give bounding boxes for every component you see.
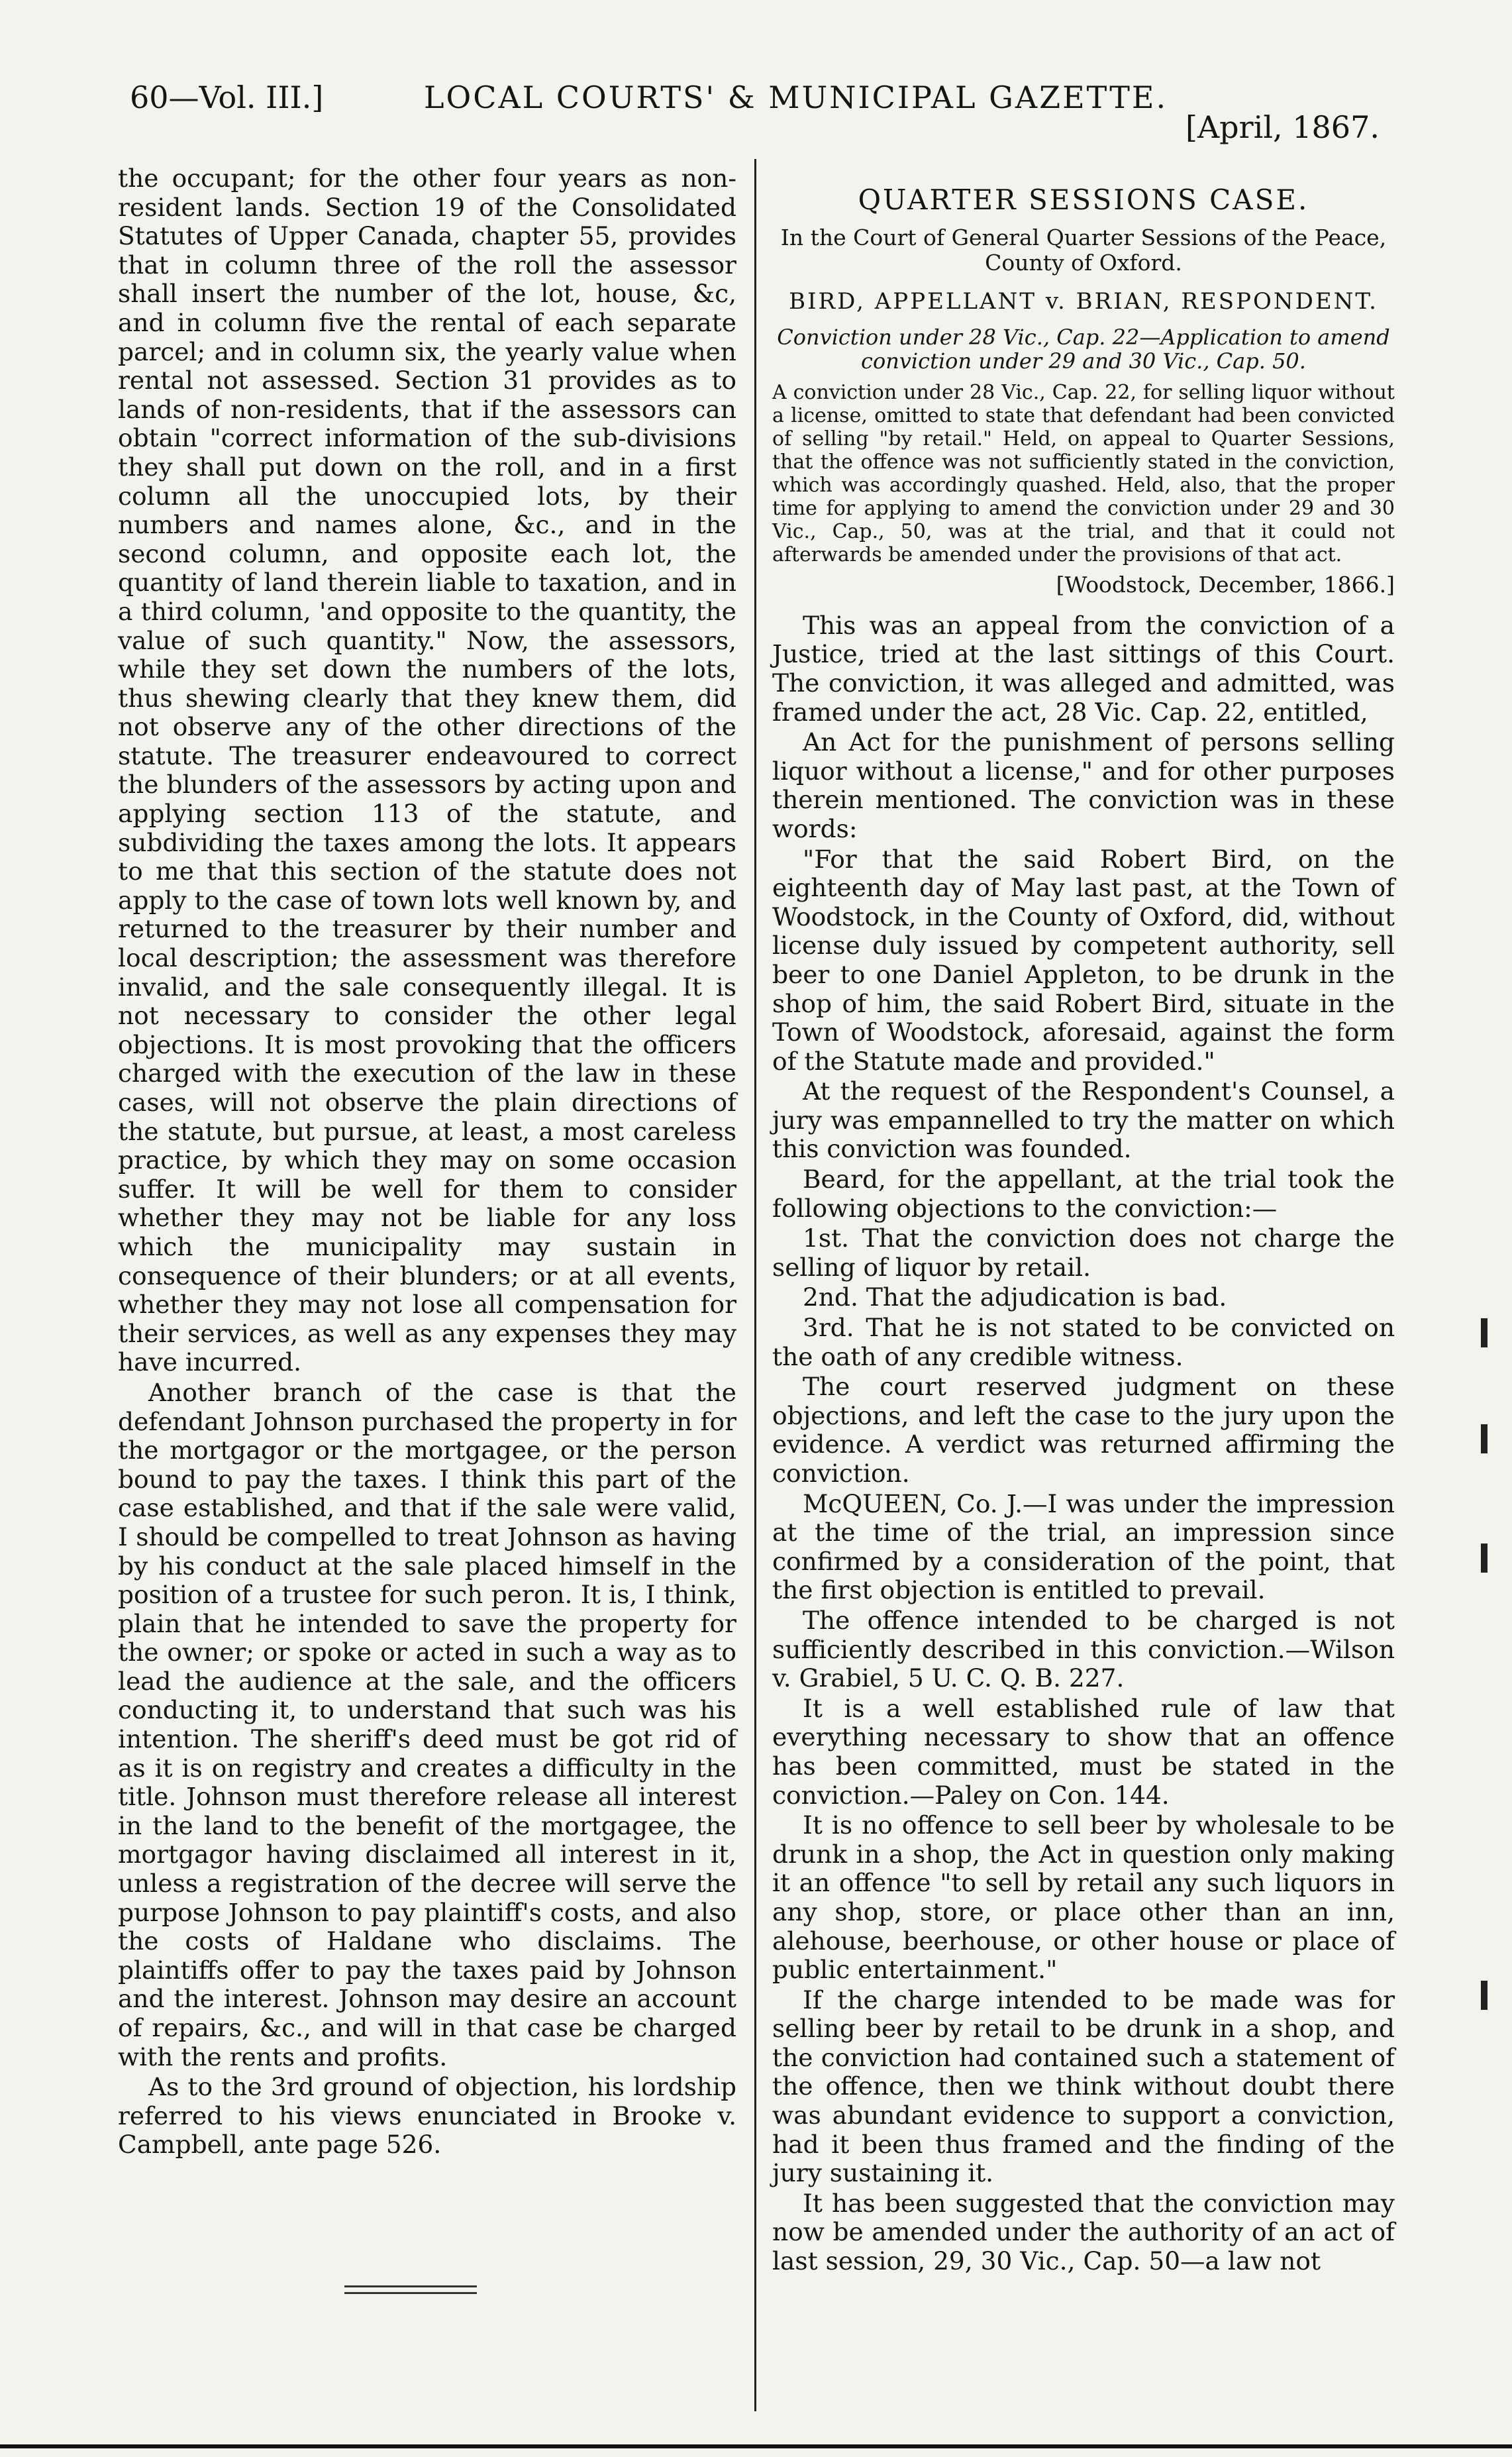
right-paragraph-1: This was an appeal from the conviction of a Justice, tried at the last sittings of this Court. The conviction, it was alleged and admitted, was framed under the act, 28 Vic. Cap. 22, entitled,	[772, 610, 1395, 727]
right-paragraph-4: At the request of the Respondent's Counsel, a jury was empannelled to try the matter on which this conviction was founded.	[772, 1076, 1395, 1164]
left-paragraph-1: the occupant; for the other four years as non-resident lands. Section 19 of the Consolidated Statutes of Upper Canada, chapter 55, provides that in column three of the roll the assessor shall insert the number of the lot, house, &c, and in column five the rental of each separate parcel; and in column six, the yearly value when rental not assessed. Section 31 provides as to lands of non-residents, that if the assessors can obtain "correct information of the sub-divisions they shall put down on the roll, and in a first column all the unoccupied lots, by their numbers and names alone, &c., and in the second column, and opposite each lot, the quantity of land therein liable to taxation, and in a third column, 'and opposite to the quantity, the value of such quantity." Now, the assessors, while they set down the numbers of the lots, thus shewing clearly that they knew them, did not observe any of the other directions of the statute. The treasurer endeavoured to correct the blunders of the assessors by acting upon and applying section 113 of the statute, and subdividing the taxes among the lots. It appears to me that this section of the statute does not apply to the case of town lots well known by, and returned to the treasurer by their number and local description; the assessment was therefore invalid, and the sale consequently illegal. It is not necessary to consider the other legal objections. It is most provoking that the officers charged with the execution of the law in these cases, will not observe the plain directions of the statute, but pursue, at least, a most careless practice, by which they may on some occasion suffer. It will be well for them to consider whether they may not be liable for any loss which the municipality may sustain in consequence of their blunders; or at all events, whether they may not lose all compensation for their services, as well as any expenses they may have incurred.	[118, 164, 736, 1377]
edge-mark	[1481, 1318, 1487, 1347]
right-paragraph-9: The court reserved judgment on these objections, and left the case to the jury upon the evidence. A verdict was returned affirming the conviction.	[772, 1372, 1395, 1488]
right-paragraph-2: An Act for the punishment of persons selling liquor without a license," and for other purposes therein mentioned. The conviction was in these words:	[772, 727, 1395, 843]
right-paragraph-15: It has been suggested that the conviction may now be amended under the authority of an act of last session, 29, 30 Vic., Cap. 50—a law not	[772, 2188, 1395, 2276]
right-paragraph-13: It is no offence to sell beer by wholesale to be drunk in a shop, the Act in question only making it an offence "to sell by retail any such liquors in any shop, store, or place other than an inn, alehouse, beerhouse, or other house or place of public entertainment."	[772, 1810, 1395, 1985]
left-column	[118, 164, 736, 2161]
page-volume-label: 60—Vol. III.]	[130, 79, 324, 115]
right-paragraph-6: 1st. That the conviction does not charge the selling of liquor by retail.	[772, 1224, 1395, 1282]
place-date: [Woodstock, December, 1866.]	[1056, 572, 1395, 598]
headnote: A conviction under 28 Vic., Cap. 22, for selling liquor without a license, omitted to state that defendant had been convicted of selling "by retail." Held, on appeal to Quarter Sessions, that the offence was not sufficiently stated in the conviction, which was accordingly quashed. Held, also, that the proper time for applying to amend the conviction under 29 and 30 Vic., Cap., 50, was at the trial, and that it could not afterwards be amended under the provisions of that act.	[772, 381, 1395, 567]
publication-title: LOCAL COURTS' & MUNICIPAL GAZETTE.	[424, 79, 1168, 115]
court-name: In the Court of General Quarter Sessions of the Peace, County of Oxford.	[780, 224, 1387, 276]
edge-mark	[1481, 1424, 1487, 1453]
right-paragraph-10: McQUEEN, Co. J.—I was under the impression at the time of the trial, an impression since confirmed by a consideration of the point, that the first objection is entitled to prevail.	[772, 1489, 1395, 1605]
right-paragraph-5: Beard, for the appellant, at the trial took the following objections to the conviction:—	[772, 1165, 1395, 1223]
case-title: QUARTER SESSIONS CASE.	[858, 183, 1309, 216]
right-paragraph-8: 3rd. That he is not stated to be convicted on the oath of any credible witness.	[772, 1313, 1395, 1371]
page-bottom-rule	[0, 2444, 1512, 2448]
right-paragraph-11: The offence intended to be charged is not sufficiently described in this conviction.—Wilson v. Grabiel, 5 U. C. Q. B. 227.	[772, 1605, 1395, 1693]
statute-reference: Conviction under 28 Vic., Cap. 22—Application to amend conviction under 29 and 30 Vic., Cap. 50.	[777, 325, 1390, 374]
right-paragraph-7: 2nd. That the adjudication is bad.	[803, 1282, 1227, 1312]
right-column	[772, 179, 1395, 2277]
left-paragraph-2: Another branch of the case is that the defendant Johnson purchased the property in for the mortgagor or the mortgagee, or the person bound to pay the taxes. I think this part of the case established, and that if the sale were valid, I should be compelled to treat Johnson as having by his conduct at the sale placed himself in the position of a trustee for such peron. It is, I think, plain that he intended to save the property for the owner; or spoke or acted in such a way as to lead the audience at the sale, and the officers conducting it, to understand that such was his intention. The sheriff's deed must be got rid of as it is on registry and creates a difficulty in the title. Johnson must therefore release all interest in the land to the benefit of the mortgagee, the mortgagor having disclaimed all interest in it, unless a registration of the decree will serve the purpose Johnson to pay plaintiff's costs, and also the costs of Haldane who disclaims. The plaintiffs offer to pay the taxes paid by Johnson and the interest. Johnson may desire an account of repairs, &c., and will in that case be charged with the rents and profits.	[118, 1377, 736, 2071]
right-paragraph-3: "For that the said Robert Bird, on the eighteenth day of May last past, at the Town of Woodstock, in the County of Oxford, did, without license duly issued by competent authority, sell beer to one Daniel Appleton, to be drunk in the shop of him, the said Robert Bird, situate in the Town of Woodstock, aforesaid, against the form of the Statute made and provided."	[772, 844, 1395, 1076]
column-divider	[754, 159, 756, 2411]
right-paragraph-12: It is a well established rule of law that everything necessary to show that an offence has been committed, must be stated in the conviction.—Paley on Con. 144.	[772, 1693, 1395, 1810]
section-end-rule-2	[344, 2292, 477, 2294]
edge-mark	[1481, 1543, 1487, 1573]
section-end-rule-1	[344, 2285, 477, 2287]
edge-mark	[1481, 1981, 1487, 2010]
issue-date: [April, 1867.	[1185, 109, 1380, 145]
right-paragraph-14: If the charge intended to be made was for selling beer by retail to be drunk in a shop, and the conviction had contained such a statement of the offence, then we think without doubt there was abundant evidence to support a conviction, had it been thus framed and the finding of the jury sustaining it.	[772, 1985, 1395, 2188]
left-paragraph-3: As to the 3rd ground of objection, his lordship referred to his views enunciated in Brooke v. Campbell, ante page 526.	[118, 2072, 736, 2160]
case-parties: BIRD, APPELLANT v. BRIAN, RESPONDENT.	[789, 288, 1378, 315]
